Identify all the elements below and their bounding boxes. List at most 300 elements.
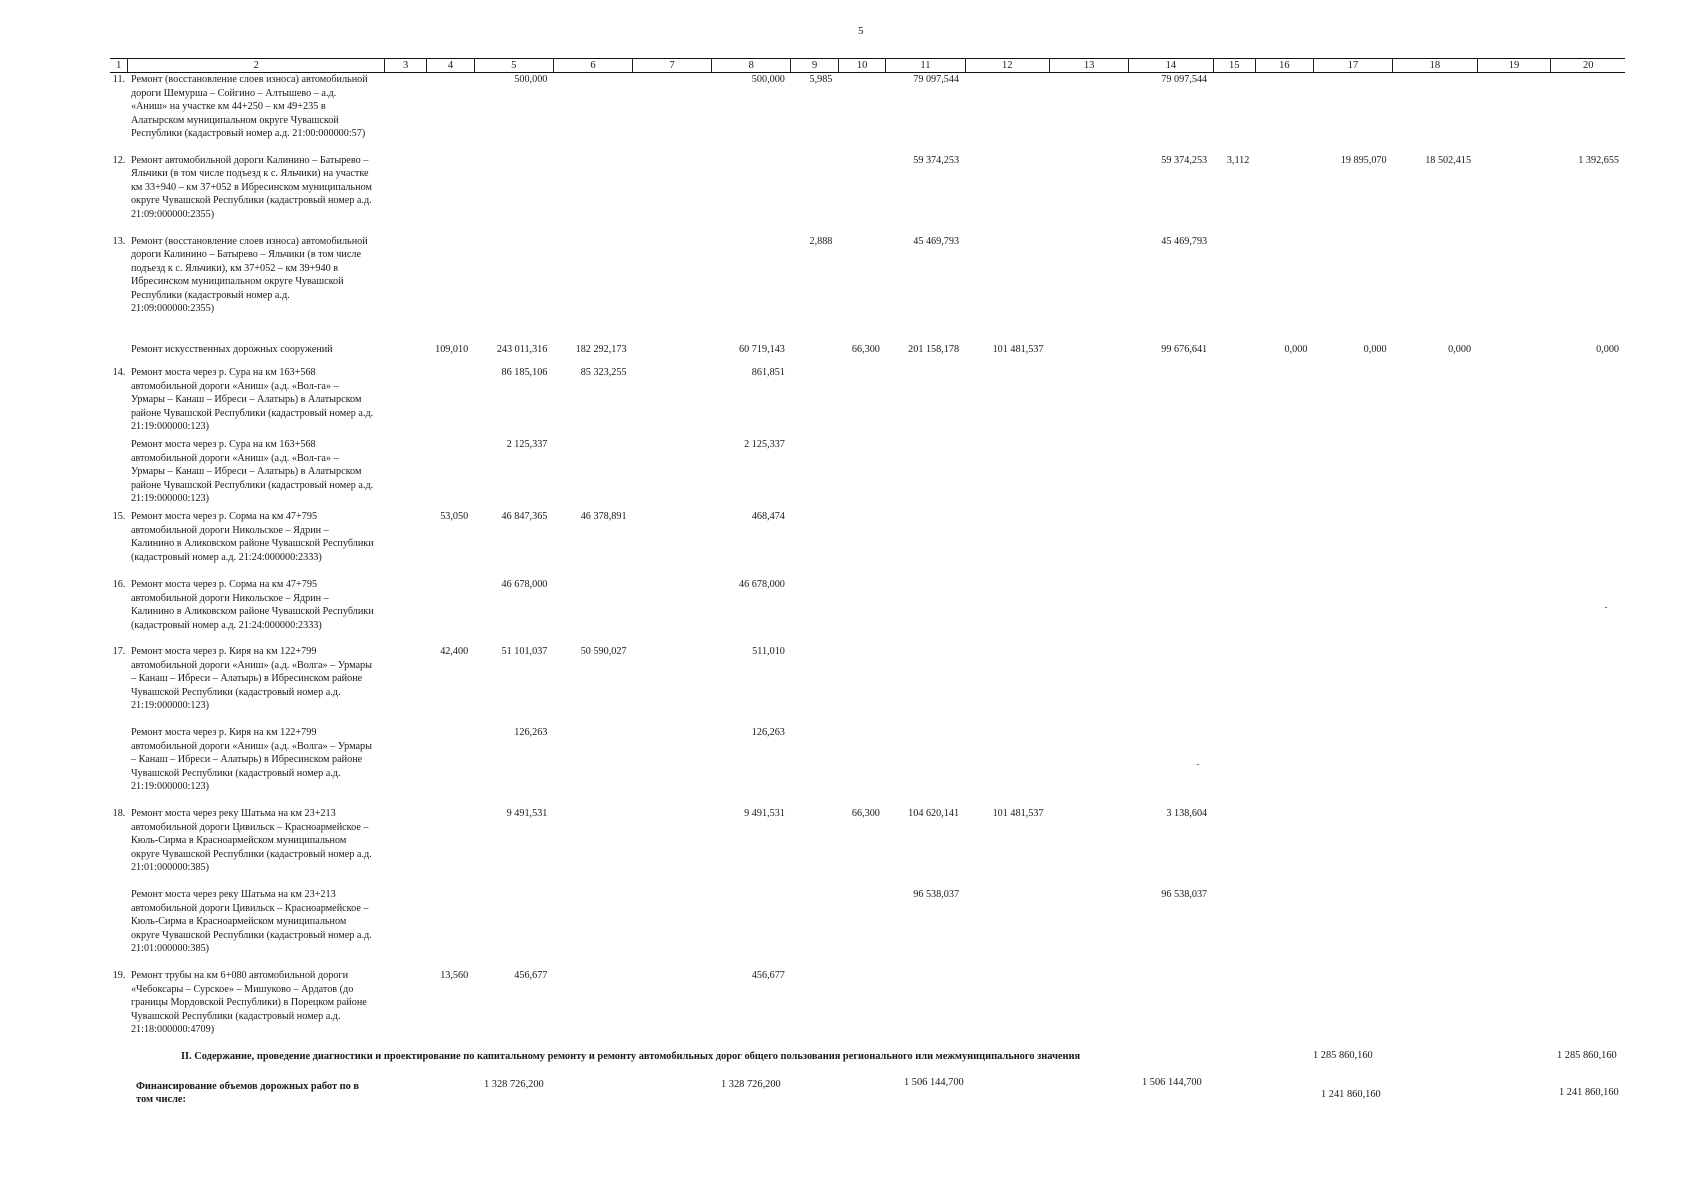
cell-col-9: 5,985 [809, 74, 833, 86]
cell-col-10: 66,300 [851, 808, 880, 820]
financing-col8: 1 328 726,200 [721, 1079, 781, 1090]
row-description: Ремонт (восстановление слоев износа) автомобильной дороги Шемурша – Сойгино – Алтышево – а.д. «Аниш» на участке км 44+250 – км 49+235 в Алатырском муниципальном округе Чувашской Республики (кадастровый номер а.д. 21:00:000000:57) [130, 74, 368, 140]
cell-col-3 [384, 366, 426, 438]
table-row [110, 807, 1625, 888]
cell-col-18 [1393, 510, 1477, 578]
cell-col-12: 101 481,537 [992, 343, 1044, 355]
cell-col-9 [791, 807, 839, 888]
cell-col-5: 456,677 [514, 970, 548, 982]
column-header-7: 7 [633, 59, 712, 73]
column-header-16: 16 [1255, 59, 1313, 73]
cell-col-3 [384, 73, 426, 154]
cell-col-4 [427, 366, 475, 438]
row-number [110, 726, 128, 807]
cell-col-20 [1551, 888, 1625, 969]
cell-col-10 [838, 73, 886, 154]
cell-col-15 [1213, 366, 1255, 438]
cell-col-12 [965, 510, 1049, 578]
cell-col-15 [1213, 510, 1255, 578]
column-header-17: 17 [1313, 59, 1392, 73]
cell-col-6 [553, 578, 632, 645]
cell-col-11 [886, 366, 965, 438]
section-subtotal-label: Ремонт искусственных дорожных сооружений [130, 343, 333, 355]
cell-col-19 [1477, 366, 1551, 438]
cell-col-13 [1050, 578, 1129, 645]
cell-col-9 [791, 726, 839, 807]
cell-col-16: 0,000 [1284, 343, 1308, 355]
cell-col-3 [384, 807, 426, 888]
cell-col-19 [1477, 510, 1551, 578]
cell-col-7 [633, 438, 712, 510]
cell-col-12 [965, 969, 1049, 1041]
cell-col-17 [1313, 726, 1392, 807]
cell-col-8: 500,000 [751, 74, 785, 86]
cell-col-13 [1050, 807, 1129, 888]
cell-col-20 [1551, 438, 1625, 510]
cell-col-11: 79 097,544 [913, 74, 960, 86]
cell-col-19 [1477, 154, 1551, 235]
cell-col-5: 243 011,316 [496, 343, 548, 355]
row-number: 15. [112, 511, 126, 523]
cell-col-7 [633, 807, 712, 888]
cell-col-14: 59 374,253 [1161, 154, 1208, 166]
cell-col-9 [791, 578, 839, 645]
cell-col-11 [886, 510, 965, 578]
cell-col-20 [1551, 510, 1625, 578]
cell-col-15 [1213, 726, 1255, 807]
cell-col-16 [1255, 366, 1313, 438]
column-header-10: 10 [838, 59, 886, 73]
cell-col-6: 182 292,173 [575, 343, 627, 355]
section-2-title: II. Содержание, проведение диагностики и проектирование по капитальному ремонту и ремонту автомобильных дорог общего пользования регионального или межмуниципального значения [181, 1051, 1081, 1062]
financing-col17: 1 241 860,160 [1321, 1089, 1381, 1100]
cell-col-8: 126,263 [751, 727, 785, 739]
cell-col-18 [1393, 73, 1477, 154]
cell-col-7 [633, 726, 712, 807]
cell-col-8: 511,010 [752, 646, 785, 658]
cell-col-16 [1255, 807, 1313, 888]
table-row [110, 645, 1625, 726]
column-header-9: 9 [791, 59, 839, 73]
cell-col-15 [1213, 333, 1255, 366]
cell-col-3 [384, 969, 426, 1041]
cell-col-14 [1129, 366, 1213, 438]
table-row [110, 438, 1625, 510]
cell-col-14 [1129, 726, 1213, 807]
cell-col-20 [1551, 807, 1625, 888]
cell-col-5: 46 678,000 [501, 579, 548, 591]
cell-col-19 [1477, 726, 1551, 807]
cell-col-13 [1050, 333, 1129, 366]
cell-col-18 [1393, 645, 1477, 726]
cell-col-6 [553, 154, 632, 235]
cell-col-12 [965, 366, 1049, 438]
cell-col-17 [1313, 969, 1392, 1041]
row-description: Ремонт моста через р. Киря на км 122+799 автомобильной дороги «Аниш» (а.д. «Волга» – Урмары – Канаш – Ибреси – Алатырь) в Ибресинском районе Чувашской Республики (кадастровый номер а.д. 21:19:000000:123) [130, 727, 372, 792]
cell-col-10 [838, 154, 886, 235]
cell-col-12 [965, 726, 1049, 807]
cell-col-19 [1477, 888, 1551, 969]
cell-col-11: 59 374,253 [913, 154, 960, 166]
cell-col-13 [1050, 235, 1129, 333]
cell-col-9 [791, 333, 839, 366]
cell-col-9 [791, 510, 839, 578]
cell-col-19 [1477, 578, 1551, 645]
cell-col-13 [1050, 726, 1129, 807]
cell-col-4 [427, 154, 475, 235]
cell-col-15 [1213, 807, 1255, 888]
cell-col-19 [1477, 438, 1551, 510]
section-2-col20: 1 285 860,160 [1557, 1050, 1617, 1061]
financing-col5: 1 328 726,200 [484, 1079, 544, 1090]
cell-col-18 [1393, 578, 1477, 645]
cell-col-10 [838, 888, 886, 969]
cell-col-11: 104 620,141 [908, 808, 960, 820]
cell-col-5 [474, 888, 553, 969]
cell-col-13 [1050, 438, 1129, 510]
cell-col-4: 42,400 [440, 646, 469, 658]
cell-col-19 [1477, 333, 1551, 366]
financing-col14: 1 506 144,700 [1142, 1077, 1202, 1088]
cell-col-8: 468,474 [751, 511, 785, 523]
cell-col-14 [1129, 510, 1213, 578]
column-header-1: 1 [110, 59, 128, 73]
row-number [110, 888, 128, 969]
cell-col-18: 18 502,415 [1425, 154, 1472, 166]
cell-col-16 [1255, 438, 1313, 510]
column-header-12: 12 [965, 59, 1049, 73]
cell-col-14 [1129, 969, 1213, 1041]
cell-col-14: 99 676,641 [1161, 343, 1208, 355]
row-description: Ремонт моста через р. Сорма на км 47+795 автомобильной дороги Никольское – Ядрин – Калинино в Аликовском районе Чувашской Республики (кадастровый номер а.д. 21:24:000000:2333) [130, 579, 374, 631]
cell-col-18: 0,000 [1448, 343, 1472, 355]
column-header-4: 4 [427, 59, 475, 73]
cell-col-16 [1255, 969, 1313, 1041]
cell-col-8: 861,851 [751, 367, 785, 379]
cell-col-8: 46 678,000 [739, 579, 785, 591]
cell-col-7 [633, 73, 712, 154]
cell-col-7 [633, 645, 712, 726]
cell-col-8: 456,677 [751, 970, 785, 982]
row-number [110, 333, 128, 366]
row-description: Ремонт моста через р. Киря на км 122+799 автомобильной дороги «Аниш» (а.д. «Волга» – Урмары – Канаш – Ибреси – Алатырь) в Ибресинском районе Чувашской Республики (кадастровый номер а.д. 21:19:000000:123) [130, 646, 372, 711]
column-header-5: 5 [474, 59, 553, 73]
cell-col-20 [1551, 73, 1625, 154]
cell-col-10 [838, 235, 886, 333]
row-number [110, 438, 128, 510]
cell-col-16 [1255, 645, 1313, 726]
cell-col-20 [1551, 726, 1625, 807]
cell-col-6 [553, 438, 632, 510]
cell-col-7 [633, 510, 712, 578]
table-row [110, 888, 1625, 969]
table-row [110, 726, 1625, 807]
cell-col-4 [427, 73, 475, 154]
cell-col-3 [384, 726, 426, 807]
cell-col-15 [1213, 578, 1255, 645]
cell-col-19 [1477, 235, 1551, 333]
row-number: 19. [112, 970, 126, 982]
row-number: 18. [112, 808, 126, 820]
cell-col-18 [1393, 888, 1477, 969]
row-number: 12. [112, 154, 126, 166]
cell-col-13 [1050, 366, 1129, 438]
cell-col-18 [1393, 807, 1477, 888]
cell-col-17 [1313, 645, 1392, 726]
cell-col-8: 60 719,143 [739, 343, 785, 355]
cell-col-9: 2,888 [809, 235, 833, 247]
column-header-11: 11 [886, 59, 965, 73]
column-header-6: 6 [553, 59, 632, 73]
cell-col-4 [427, 888, 475, 969]
cell-col-12 [965, 438, 1049, 510]
cell-col-16 [1255, 154, 1313, 235]
cell-col-8 [712, 888, 791, 969]
cell-col-7 [633, 578, 712, 645]
page-number: 5 [858, 25, 864, 37]
cell-col-7 [633, 235, 712, 333]
cell-col-13 [1050, 510, 1129, 578]
cell-col-20 [1551, 969, 1625, 1041]
cell-col-3 [384, 510, 426, 578]
cell-col-5 [474, 154, 553, 235]
table-row [110, 366, 1625, 438]
cell-col-6: 85 323,255 [580, 367, 627, 379]
column-header-13: 13 [1050, 59, 1129, 73]
cell-col-3 [384, 888, 426, 969]
cell-col-7 [633, 154, 712, 235]
row-description: Ремонт трубы на км 6+080 автомобильной дороги «Чебоксары – Сурское» – Мишуково – Ардатов (до границы Мордовской Республики) в Порецком районе Чувашской Республики (кадастровый номер а.д. 21:18:000000:4709) [130, 970, 367, 1035]
cell-col-17 [1313, 510, 1392, 578]
table-row [110, 578, 1625, 645]
row-description: Ремонт автомобильной дороги Калинино – Батырево – Яльчики (в том числе подъезд к с. Яльчики) на участке км 33+940 – км 37+052 в Ибресинском муниципальном округе Чувашской Республики (кадастровый номер а.д. 21:09:000000:2355) [130, 154, 372, 220]
cell-col-7 [633, 366, 712, 438]
row-description: Ремонт моста через р. Сура на км 163+568 автомобильной дороги «Аниш» (а.д. «Вол-га» – Урмары – Канаш – Ибреси – Алатырь) в Алатырском районе Чувашской Республики (кадастровый номер а.д. 21:19:000000:123) [130, 367, 374, 432]
row-number: 13. [112, 235, 126, 247]
column-header-14: 14 [1129, 59, 1213, 73]
cell-col-11 [886, 578, 965, 645]
cell-col-16 [1255, 888, 1313, 969]
cell-col-20: 1 392,655 [1578, 154, 1619, 166]
cell-col-6 [553, 235, 632, 333]
cell-col-17 [1313, 438, 1392, 510]
cell-col-6: 46 378,891 [580, 511, 627, 523]
cell-col-11 [886, 645, 965, 726]
cell-col-17 [1313, 73, 1392, 154]
cell-col-16 [1255, 510, 1313, 578]
cell-col-14: 3 138,604 [1166, 808, 1208, 820]
cell-col-19 [1477, 969, 1551, 1041]
cell-col-10 [838, 645, 886, 726]
cell-col-4 [427, 438, 475, 510]
cell-col-19 [1477, 73, 1551, 154]
cell-col-6 [553, 888, 632, 969]
cell-col-6 [553, 726, 632, 807]
cell-col-13 [1050, 154, 1129, 235]
cell-col-14 [1129, 438, 1213, 510]
cell-col-12: 101 481,537 [992, 808, 1044, 820]
cell-col-17 [1313, 366, 1392, 438]
cell-col-3 [384, 578, 426, 645]
cell-col-4 [427, 235, 475, 333]
row-number: 16. [112, 579, 126, 591]
cell-col-17 [1313, 235, 1392, 333]
cell-col-17 [1313, 807, 1392, 888]
cell-col-16 [1255, 73, 1313, 154]
cell-col-3 [384, 333, 426, 366]
table-row [110, 73, 1625, 154]
cell-col-7 [633, 333, 712, 366]
cell-col-13 [1050, 645, 1129, 726]
cell-col-10 [838, 578, 886, 645]
cell-col-6 [553, 807, 632, 888]
cell-col-6: 50 590,027 [580, 646, 627, 658]
scan-speck [1197, 764, 1199, 765]
cell-col-11 [886, 438, 965, 510]
cell-col-5: 46 847,365 [501, 511, 548, 523]
cell-col-9 [791, 645, 839, 726]
cell-col-12 [965, 645, 1049, 726]
cell-col-14 [1129, 645, 1213, 726]
cell-col-15: 3,112 [1226, 154, 1250, 166]
cell-col-15 [1213, 73, 1255, 154]
cell-col-3 [384, 645, 426, 726]
cell-col-10 [838, 969, 886, 1041]
cell-col-11: 96 538,037 [913, 889, 960, 901]
cell-col-3 [384, 154, 426, 235]
cell-col-5: 126,263 [514, 727, 548, 739]
cell-col-11 [886, 726, 965, 807]
cell-col-14: 79 097,544 [1161, 74, 1208, 86]
column-header-2: 2 [128, 59, 385, 73]
cell-col-7 [633, 888, 712, 969]
cell-col-18 [1393, 726, 1477, 807]
row-description: Ремонт моста через реку Шатьма на км 23+213 автомобильной дороги Цивильск – Красноармейское – Кюль-Сирма в Красноармейском муниципальном округе Чувашской Республики (кадастровый номер а.д. 21:01:000000:385) [130, 889, 372, 954]
cell-col-5: 86 185,106 [501, 367, 548, 379]
cell-col-3 [384, 235, 426, 333]
row-number: 11. [112, 74, 126, 86]
financing-col11: 1 506 144,700 [904, 1077, 964, 1088]
cell-col-14: 45 469,793 [1161, 235, 1208, 247]
cell-col-10 [838, 366, 886, 438]
cell-col-16 [1255, 726, 1313, 807]
cell-col-19 [1477, 807, 1551, 888]
row-number: 14. [112, 367, 126, 379]
row-number: 17. [112, 646, 126, 658]
cell-col-11 [886, 969, 965, 1041]
cell-col-4: 53,050 [440, 511, 469, 523]
column-header-8: 8 [712, 59, 791, 73]
cell-col-15 [1213, 888, 1255, 969]
cell-col-15 [1213, 969, 1255, 1041]
cell-col-16 [1255, 578, 1313, 645]
financing-title: Финансирование объемов дорожных работ по в том числе: [136, 1081, 360, 1105]
cell-col-9 [791, 888, 839, 969]
cell-col-18 [1393, 969, 1477, 1041]
cell-col-7 [633, 969, 712, 1041]
cell-col-13 [1050, 888, 1129, 969]
cell-col-20: 0,000 [1596, 343, 1619, 355]
cell-col-5 [474, 235, 553, 333]
financing-col20: 1 241 860,160 [1559, 1087, 1619, 1098]
cell-col-17 [1313, 578, 1392, 645]
cell-col-10: 66,300 [851, 343, 880, 355]
table-row [110, 510, 1625, 578]
cell-col-15 [1213, 235, 1255, 333]
cell-col-6 [553, 73, 632, 154]
cell-col-20 [1551, 366, 1625, 438]
column-number-row [110, 59, 1625, 73]
road-works-table [110, 58, 1625, 1041]
cell-col-12 [965, 73, 1049, 154]
column-header-15: 15 [1213, 59, 1255, 73]
cell-col-17: 0,000 [1363, 343, 1387, 355]
cell-col-10 [838, 726, 886, 807]
cell-col-14: 96 538,037 [1161, 889, 1208, 901]
cell-col-5: 51 101,037 [501, 646, 548, 658]
table-row [110, 154, 1625, 235]
cell-col-16 [1255, 235, 1313, 333]
cell-col-3 [384, 438, 426, 510]
scan-speck [1605, 607, 1607, 608]
cell-col-5: 500,000 [514, 74, 548, 86]
table-row [110, 969, 1625, 1041]
cell-col-4 [427, 807, 475, 888]
cell-col-18 [1393, 438, 1477, 510]
column-header-18: 18 [1393, 59, 1477, 73]
cell-col-18 [1393, 235, 1477, 333]
cell-col-5: 2 125,337 [506, 439, 548, 451]
cell-col-8: 9 491,531 [744, 808, 785, 820]
column-header-3: 3 [384, 59, 426, 73]
cell-col-13 [1050, 73, 1129, 154]
cell-col-8 [712, 235, 791, 333]
cell-col-15 [1213, 438, 1255, 510]
cell-col-12 [965, 235, 1049, 333]
cell-col-4: 109,010 [435, 343, 469, 355]
cell-col-20 [1551, 235, 1625, 333]
cell-col-11: 45 469,793 [913, 235, 960, 247]
cell-col-9 [791, 969, 839, 1041]
cell-col-15 [1213, 645, 1255, 726]
cell-col-4: 13,560 [440, 970, 469, 982]
cell-col-20 [1551, 578, 1625, 645]
cell-col-4 [427, 578, 475, 645]
cell-col-9 [791, 438, 839, 510]
row-description: Ремонт моста через реку Шатьма на км 23+213 автомобильной дороги Цивильск – Красноармейское – Кюль-Сирма в Красноармейском муниципальном округе Чувашской Республики (кадастровый номер а.д. 21:01:000000:385) [130, 808, 372, 873]
cell-col-8: 2 125,337 [744, 439, 785, 451]
cell-col-9 [791, 154, 839, 235]
row-description: Ремонт моста через р. Сорма на км 47+795 автомобильной дороги Никольское – Ядрин – Калинино в Аликовском районе Чувашской Республики (кадастровый номер а.д. 21:24:000000:2333) [130, 511, 374, 563]
cell-col-19 [1477, 645, 1551, 726]
row-description: Ремонт (восстановление слоев износа) автомобильной дороги Калинино – Батырево – Яльчики (в том числе подъезд к с. Яльчики), км 37+052 – км 39+940 в Ибресинском муниципальном округе Чувашской Республики (кадастровый номер а.д. 21:09:000000:2355) [130, 235, 368, 314]
table-row [110, 235, 1625, 333]
section-2-col17: 1 285 860,160 [1313, 1050, 1373, 1061]
column-header-20: 20 [1551, 59, 1625, 73]
cell-col-13 [1050, 969, 1129, 1041]
cell-col-6 [553, 969, 632, 1041]
cell-col-18 [1393, 366, 1477, 438]
cell-col-12 [965, 888, 1049, 969]
cell-col-10 [838, 438, 886, 510]
cell-col-20 [1551, 645, 1625, 726]
cell-col-11: 201 158,178 [908, 343, 960, 355]
cell-col-10 [838, 510, 886, 578]
cell-col-8 [712, 154, 791, 235]
section-subtotal-row [110, 333, 1625, 366]
row-description: Ремонт моста через р. Сура на км 163+568 автомобильной дороги «Аниш» (а.д. «Вол-га» – Урмары – Канаш – Ибреси – Алатырь) в Алатырском районе Чувашской Республики (кадастровый номер а.д. 21:19:000000:123) [130, 439, 374, 504]
cell-col-12 [965, 578, 1049, 645]
